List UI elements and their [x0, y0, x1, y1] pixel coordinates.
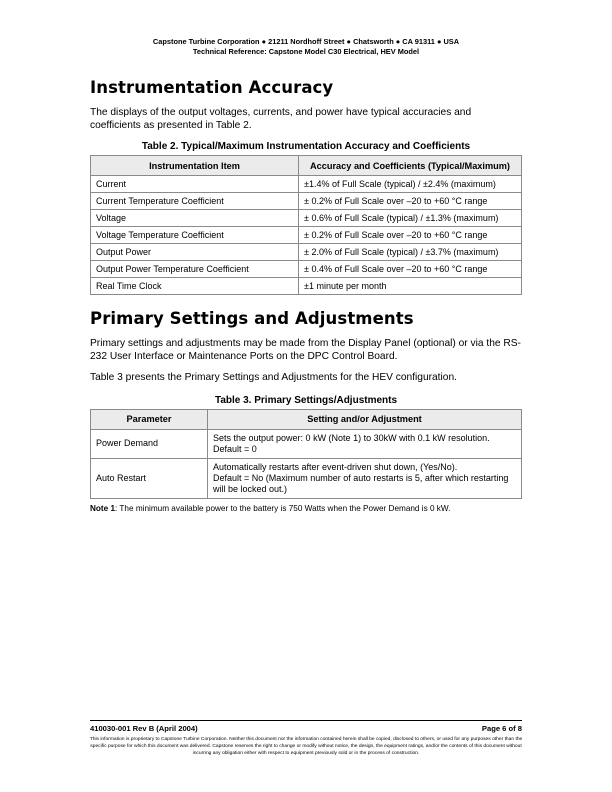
- table-header-cell: Instrumentation Item: [91, 156, 299, 176]
- section-title-instrumentation-accuracy: Instrumentation Accuracy: [90, 78, 334, 97]
- section2-paragraph-2: Table 3 presents the Primary Settings and Adjustments for the HEV configuration.: [90, 372, 457, 383]
- table-cell-value: ±1 minute per month: [299, 278, 522, 295]
- table-row: [91, 227, 522, 244]
- table-cell-item: Voltage: [91, 210, 299, 227]
- table3-caption: Table 3. Primary Settings/Adjustments: [214, 394, 398, 406]
- table-cell-parameter: Auto Restart: [91, 458, 208, 498]
- settings-table: [90, 409, 522, 499]
- table-header-cell: Accuracy and Coefficients (Typical/Maximum): [299, 156, 522, 176]
- table-cell-item: Output Power Temperature Coefficient: [91, 261, 299, 278]
- table-cell-item: Real Time Clock: [91, 278, 299, 295]
- table-row: [91, 193, 522, 210]
- table-cell-setting: [208, 458, 522, 498]
- header-company-line: Capstone Turbine Corporation ● 21211 Nordhoff Street ● Chatsworth ● CA 91311 ● USA: [152, 37, 460, 46]
- header-reference-line: Technical Reference: Capstone Model C30 Electrical, HEV Model: [192, 46, 420, 56]
- section-title-primary-settings: Primary Settings and Adjustments: [90, 309, 414, 328]
- table-cell-setting: [208, 429, 522, 458]
- note-text: : The minimum available power to the battery is 750 Watts when the Power Demand is 0 kW.: [115, 503, 451, 513]
- setting-line: Sets the output power: 0 kW (Note 1) to 30kW with 0.1 kW resolution.: [213, 432, 490, 443]
- table-cell-item: Output Power: [91, 244, 299, 261]
- main-content: [90, 78, 522, 513]
- footer: [90, 724, 522, 733]
- table-cell-value: ± 0.4% of Full Scale over –20 to +60 °C range: [299, 261, 522, 278]
- table-row: [91, 210, 522, 227]
- table-header-row: [91, 156, 522, 176]
- table-header-cell: Parameter: [91, 409, 208, 429]
- table-cell-value: ± 0.2% of Full Scale over –20 to +60 °C range: [299, 227, 522, 244]
- table-row: [91, 261, 522, 278]
- setting-default: Default = 0: [213, 443, 257, 454]
- section1-paragraph: The displays of the output voltages, currents, and power have typical accuracies and coefficients as presented in Table 2.: [90, 107, 472, 131]
- table-cell-parameter: Power Demand: [91, 429, 208, 458]
- table-cell-value: ±1.4% of Full Scale (typical) / ±2.4% (maximum): [299, 176, 522, 193]
- table-row: [91, 458, 522, 498]
- table-cell-item: Voltage Temperature Coefficient: [91, 227, 299, 244]
- footer-legal-notice: This information is proprietary to Capstone Turbine Corporation. Neither this document nor the information contained herein shall be copied, disclosed to others, or used for any purposes other than the specific purpose for which this document was delivered. Capstone reserves the right to change or modify without notice, the design, the equipment ratings, and/or the contents of this document without incurring any obligation either with respect to equipment previously sold or in the process of construction.: [89, 737, 523, 756]
- setting-line: Automatically restarts after event-driven shut down, (Yes/No).: [213, 461, 458, 472]
- table-row: [91, 429, 522, 458]
- page-header: [0, 37, 612, 56]
- table-row: [91, 278, 522, 295]
- footer-divider: [90, 720, 522, 721]
- accuracy-table: [90, 155, 522, 295]
- table2-caption: Table 2. Typical/Maximum Instrumentation Accuracy and Coefficients: [141, 141, 471, 152]
- note-label: Note 1: [90, 503, 116, 513]
- table-cell-item: Current Temperature Coefficient: [91, 193, 299, 210]
- table-header-cell: Setting and/or Adjustment: [208, 409, 522, 429]
- table-cell-item: Current: [91, 176, 299, 193]
- table-cell-value: ± 2.0% of Full Scale (typical) / ±3.7% (maximum): [299, 244, 522, 261]
- setting-default: Default = No (Maximum number of auto restarts is 5, after which restarting will be locked out.): [213, 472, 509, 494]
- section2-paragraph-1: Primary settings and adjustments may be made from the Display Panel (optional) or via the RS-232 User Interface or Maintenance Ports on the DPC Control Board.: [90, 338, 521, 362]
- footer-page-number: Page 6 of 8: [481, 724, 522, 733]
- table-row: [91, 176, 522, 193]
- table-note: [90, 504, 522, 513]
- footer-doc-id: 410030-001 Rev B (April 2004): [90, 724, 198, 733]
- table-cell-value: ± 0.6% of Full Scale (typical) / ±1.3% (maximum): [299, 210, 522, 227]
- table-header-row: [91, 409, 522, 429]
- table-cell-value: ± 0.2% of Full Scale over –20 to +60 °C range: [299, 193, 522, 210]
- table-row: [91, 244, 522, 261]
